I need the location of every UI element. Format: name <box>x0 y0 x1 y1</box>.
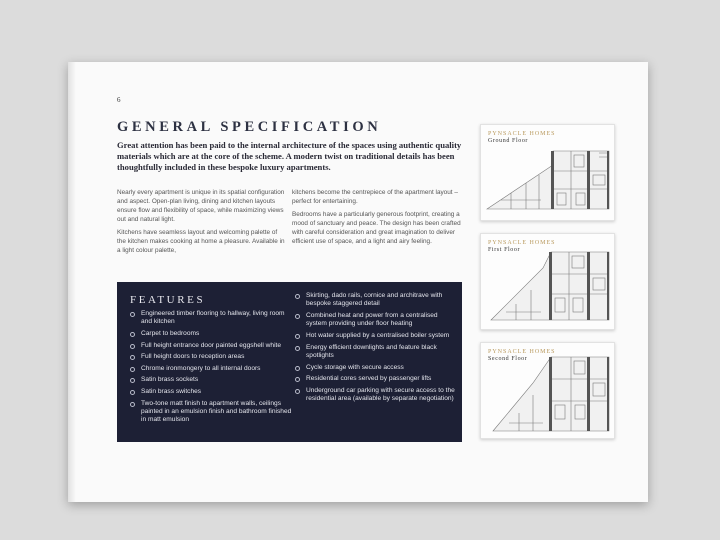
feature-text: Energy efficient downlights and feature black spotlights <box>306 343 437 359</box>
floor-plan-drawing <box>481 125 616 222</box>
feature-text: Residential cores served by passenger lifts <box>306 375 432 383</box>
body-paragraph: Kitchens have seamless layout and welcoming palette of the kitchen makes cooking at home a pleasure. Available in a light colour palette, <box>117 229 285 254</box>
circle-bullet-icon <box>295 366 300 371</box>
page-number: 6 <box>117 96 121 104</box>
plan-floor-label: Second Floor <box>488 356 528 362</box>
feature-item <box>130 353 292 361</box>
circle-bullet-icon <box>130 312 135 317</box>
circle-bullet-icon <box>130 378 135 383</box>
circle-bullet-icon <box>130 355 135 360</box>
feature-text: Cycle storage with secure access <box>306 363 404 371</box>
circle-bullet-icon <box>295 314 300 319</box>
body-paragraph: Nearly every apartment is unique in its spatial configuration and aspect. Open-plan living, dining and kitchen layouts ensure flow and flexibility of space, while maximizing views out and natural light. <box>117 189 285 223</box>
plan-brand: PYNSACLE HOMES <box>488 240 556 246</box>
body-paragraph: kitchens become the centrepiece of the apartment layout – perfect for entertaining. <box>292 189 458 205</box>
body-paragraph: Bedrooms have a particularly generous footprint, creating a mood of sanctuary and peace. The design has been crafted with careful consideration and great imagination to deliver efficient use of space, and a light and airy feeling. <box>292 211 461 245</box>
feature-text: Underground car parking with secure access to the residential area (available by separate negotiation) <box>306 386 455 403</box>
feature-text: Satin brass sockets <box>141 376 199 384</box>
feature-text: Combined heat and power from a centralised system providing under floor heating <box>306 312 438 328</box>
circle-bullet-icon <box>295 334 300 339</box>
feature-text: Full height doors to reception areas <box>141 353 245 361</box>
floor-plan-drawing <box>481 343 616 440</box>
intro-paragraph: Great attention has been paid to the internal architecture of the spaces using authentic quality materials which are at the core of the scheme. A modern twist on traditional details has been thoughtfully included in these bespoke luxury apartments. <box>117 140 462 172</box>
feature-item <box>130 388 292 396</box>
feature-text: Skirting, dado rails, cornice and architrave with bespoke staggered detail <box>306 292 443 308</box>
feature-item <box>295 375 457 383</box>
circle-bullet-icon <box>130 390 135 395</box>
floor-plan-ground <box>480 124 615 221</box>
feature-text: Engineered timber flooring to hallway, living room and kitchen <box>141 310 285 326</box>
circle-bullet-icon <box>130 344 135 349</box>
feature-text: Satin brass switches <box>141 387 202 395</box>
features-list-right <box>295 292 457 407</box>
page-fold-shadow <box>68 62 76 502</box>
features-box <box>117 282 462 442</box>
features-list-left <box>130 310 292 428</box>
floor-plan-first <box>480 233 615 330</box>
feature-text: Two-tone matt finish to apartment walls, ceilings painted in an emulsion finish and bathroom finished in matt emulsion <box>141 399 292 424</box>
feature-item <box>130 400 292 425</box>
feature-item <box>295 312 457 329</box>
plan-floor-label: Ground Floor <box>488 138 529 144</box>
body-column-right <box>292 188 462 250</box>
circle-bullet-icon <box>295 377 300 382</box>
feature-text: Carpet to bedrooms <box>141 330 200 337</box>
feature-text: Chrome ironmongery to all internal doors <box>141 364 261 372</box>
plan-floor-label: First Floor <box>488 247 521 253</box>
floor-plan-drawing <box>481 234 616 331</box>
feature-item <box>130 310 292 327</box>
circle-bullet-icon <box>295 389 300 394</box>
page-title: GENERAL SPECIFICATION <box>117 119 382 135</box>
feature-item <box>130 342 292 350</box>
floor-plan-second <box>480 342 615 439</box>
feature-item <box>295 387 457 404</box>
circle-bullet-icon <box>130 332 135 337</box>
feature-text: Full height entrance door painted eggshell white <box>141 341 282 349</box>
features-title: FEATURES <box>130 294 206 306</box>
plan-brand: PYNSACLE HOMES <box>488 131 556 137</box>
circle-bullet-icon <box>295 346 300 351</box>
feature-item <box>295 364 457 372</box>
feature-item <box>130 376 292 384</box>
feature-item <box>295 292 457 309</box>
feature-item <box>295 332 457 340</box>
circle-bullet-icon <box>130 367 135 372</box>
circle-bullet-icon <box>295 294 300 299</box>
feature-item <box>295 344 457 361</box>
circle-bullet-icon <box>130 402 135 407</box>
feature-item <box>130 365 292 373</box>
body-column-left <box>117 188 287 259</box>
plan-brand: PYNSACLE HOMES <box>488 349 556 355</box>
feature-text: Hot water supplied by a centralised boiler system <box>306 332 450 339</box>
feature-item <box>130 330 292 338</box>
